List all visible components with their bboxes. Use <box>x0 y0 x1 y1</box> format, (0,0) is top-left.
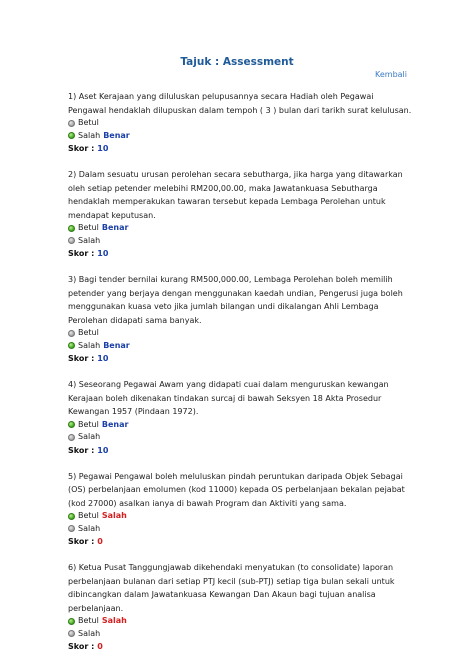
score-value: 10 <box>97 354 109 363</box>
score-line <box>68 535 413 548</box>
verdict-label: Benar <box>103 340 130 350</box>
score-value: 10 <box>97 144 109 153</box>
option-betul[interactable] <box>68 117 413 130</box>
score-line <box>68 352 413 365</box>
radio-selected-icon[interactable] <box>68 225 75 232</box>
score-label: Skor : <box>68 537 95 546</box>
radio-unselected-icon[interactable] <box>68 630 75 637</box>
score-value: 0 <box>97 642 103 651</box>
question-text: 3) Bagi tender bernilai kurang RM500,000.00, Lembaga Perolehan boleh memilih petender yang berjaya dengan menggunakan kaedah undian, Pengerusi juga boleh menggunakan kuasa veto jika jumlah bilangan undi dikalangan Ahli Lembaga Perolehan didapati sama banyak. <box>68 275 403 325</box>
question-4 <box>68 378 413 457</box>
radio-selected-icon[interactable] <box>68 618 75 625</box>
score-label: Skor : <box>68 354 95 363</box>
option-label: Betul <box>78 328 99 337</box>
option-label: Salah <box>78 432 101 441</box>
option-betul[interactable] <box>68 222 413 235</box>
option-salah[interactable] <box>68 431 413 444</box>
radio-selected-icon[interactable] <box>68 342 75 349</box>
radio-selected-icon[interactable] <box>68 132 75 139</box>
option-label: Salah <box>78 130 101 140</box>
score-label: Skor : <box>68 445 95 455</box>
question-6 <box>68 561 413 653</box>
radio-unselected-icon[interactable] <box>68 525 75 532</box>
question-text: 1) Aset Kerajaan yang diluluskan pelupusannya secara Hadiah oleh Pegawai Pengawal hendaklah dilupuskan dalam tempoh ( 3 ) bulan dari tarikh surat kelulusan. <box>68 92 412 115</box>
question-text: 5) Pegawai Pengawal boleh meluluskan pindah peruntukan daripada Objek Sebagai (OS) perbelanjaan emolumen (kod 11000) kepada OS perbelanjaan bekalan pejabat (kod 27000) asalkan ianya di bawah Program dan Aktiviti yang sama. <box>68 471 405 508</box>
radio-selected-icon[interactable] <box>68 513 75 520</box>
score-value: 10 <box>97 445 109 455</box>
verdict-label: Benar <box>103 130 130 140</box>
option-label: Betul <box>78 511 99 520</box>
radio-unselected-icon[interactable] <box>68 120 75 127</box>
radio-unselected-icon[interactable] <box>68 237 75 244</box>
score-label: Skor : <box>68 144 95 153</box>
radio-unselected-icon[interactable] <box>68 330 75 337</box>
verdict-label: Salah <box>101 511 127 520</box>
option-salah[interactable] <box>68 130 413 143</box>
option-label: Salah <box>78 523 101 533</box>
option-betul[interactable] <box>68 419 413 432</box>
option-label: Salah <box>78 628 101 638</box>
option-label: Betul <box>78 118 99 127</box>
page-title: Tajuk : Assessment <box>180 56 294 68</box>
verdict-label: Benar <box>101 223 129 232</box>
question-2 <box>68 168 413 260</box>
question-5 <box>68 470 413 549</box>
question-1 <box>68 90 413 155</box>
radio-selected-icon[interactable] <box>68 421 75 428</box>
score-line <box>68 142 413 155</box>
option-salah[interactable] <box>68 340 413 353</box>
score-line <box>68 444 413 457</box>
verdict-label: Benar <box>101 419 129 429</box>
back-link[interactable]: Kembali <box>375 70 407 79</box>
verdict-label: Salah <box>101 616 127 625</box>
question-text: 6) Ketua Pusat Tanggungjawab dikehendaki menyatukan (to consolidate) laporan perbelanjaan bulanan dari setiap PTJ kecil (sub-PTJ) setiap tiga bulan sekali untuk dibincangkan dalam Jawatankuasa Kewangan Dan Akaun bagi tujuan analisa perbelanjaan. <box>68 563 395 613</box>
option-betul[interactable] <box>68 615 413 628</box>
score-value: 10 <box>97 249 109 258</box>
option-betul[interactable] <box>68 510 413 523</box>
radio-unselected-icon[interactable] <box>68 434 75 441</box>
option-label: Betul <box>78 419 99 429</box>
score-line <box>68 640 413 653</box>
question-text: 2) Dalam sesuatu urusan perolehan secara sebutharga, jika harga yang ditawarkan oleh setiap petender melebihi RM200,00.00, maka Jawatankuasa Sebutharga hendaklah memperakukan tawaran tersebut kepada Lembaga Perolehan untuk mendapat keputusan. <box>68 170 403 220</box>
score-line <box>68 247 413 260</box>
option-salah[interactable] <box>68 235 413 248</box>
option-label: Betul <box>78 616 99 625</box>
question-3 <box>68 273 413 365</box>
option-label: Salah <box>78 340 101 350</box>
score-label: Skor : <box>68 642 95 651</box>
option-label: Betul <box>78 223 99 232</box>
option-salah[interactable] <box>68 628 413 641</box>
score-value: 0 <box>97 537 103 546</box>
question-list <box>68 90 413 666</box>
option-salah[interactable] <box>68 523 413 536</box>
option-label: Salah <box>78 235 101 245</box>
question-text: 4) Seseorang Pegawai Awam yang didapati cuai dalam menguruskan kewangan Kerajaan boleh dikenakan tindakan surcaj di bawah Seksyen 18 Akta Prosedur Kewangan 1957 (Pindaan 1972). <box>68 380 389 416</box>
option-betul[interactable] <box>68 327 413 340</box>
score-label: Skor : <box>68 249 95 258</box>
